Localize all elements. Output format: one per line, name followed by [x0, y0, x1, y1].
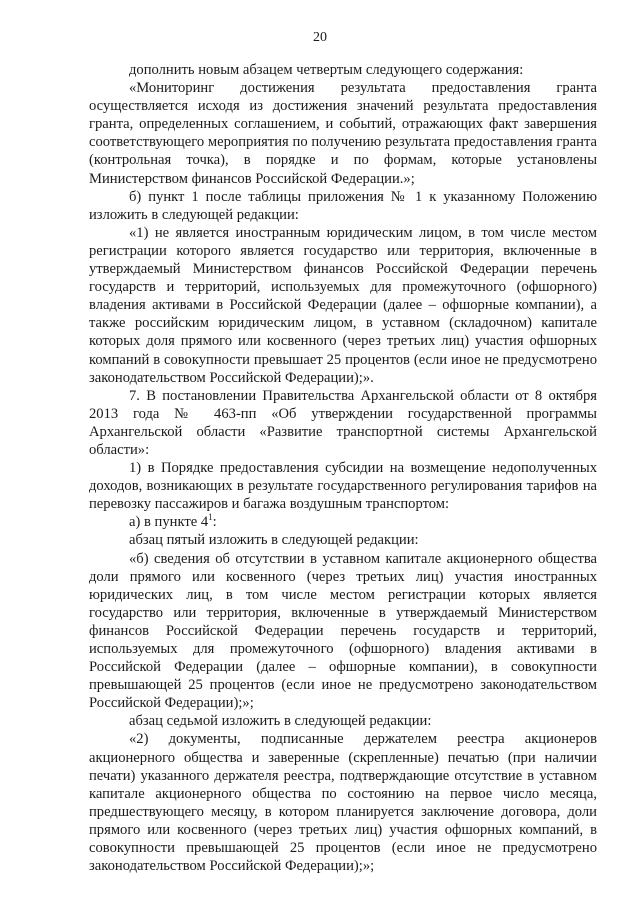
- paragraph: 7. В постановлении Правительства Архангельской области от 8 октября 2013 года № 463-пп «Об утверждении государственной программы Архангельской области «Развитие транспортной системы Архангельской области»:: [89, 387, 597, 458]
- page-number: 20: [313, 30, 327, 45]
- paragraph-text: а) в пункте 4: [129, 514, 209, 531]
- paragraph: «Мониторинг достижения результата предоставления гранта осуществляется исходя из достижения значений результата предоставления гранта, определенных соглашением, и событий, отражающих факт завершения соответствующего мероприятия по получению результата предоставления гранта (контрольная точка), в порядке и по формам, которые установлены Министерством финансов Российской Федерации.»;: [89, 80, 597, 187]
- document-body: [89, 61, 597, 875]
- paragraph: «2) документы, подписанные держателем реестра акционеров акционерного общества и заверенные (скрепленные) печатью (при наличии печати) указанного держателя реестра, подтверждающие отсутствие в уставном капитале акционерного общества по состоянию на первое число месяца, предшествующего месяцу, в котором планируется заключение договора, доли прямого или косвенного (через третьих лиц) участия офшорных компаний, в совокупности превышающей 25 процентов (если иное не предусмотрено законодательством Российской Федерации);»;: [89, 731, 597, 875]
- paragraph: б) пункт 1 после таблицы приложения № 1 к указанному Положению изложить в следующей редакции:: [89, 188, 597, 223]
- paragraph-text: :: [212, 514, 217, 531]
- paragraph: абзац седьмой изложить в следующей редакции:: [129, 713, 432, 730]
- paragraph: «б) сведения об отсутствии в уставном капитале акционерного общества доли прямого или косвенного (через третьих лиц) участия иностранных юридических лиц, в том числе местом регистрации которых является государство или территория, включенные в утверждаемый Министерством финансов Российской Федерации перечень государств и территорий, используемых для промежуточного (офшорного) владения активами в Российской Федерации (далее – офшорные компании), в совокупности превышающей 25 процентов (если иное не предусмотрено законодательством Российской Федерации);»;: [89, 550, 597, 712]
- paragraph: «1) не является иностранным юридическим лицом, в том числе местом регистрации которого является государство или территория, включенные в утверждаемый Министерством финансов Российской Федерации перечень государств и территорий, используемых для промежуточного (офшорного) владения активами в Российской Федерации (далее – офшорные компании), а также российским юридическим лицом, в уставном (складочном) капитале которых доля прямого или косвенного (через третьих лиц) участия офшорных компаний в совокупности превышает 25 процентов (если иное не предусмотрено законодательством Российской Федерации);».: [89, 224, 597, 386]
- paragraph: 1) в Порядке предоставления субсидии на возмещение недополученных доходов, возникающих в результате государственного регулирования тарифов на перевозку пассажиров и багажа воздушным транспортом:: [89, 460, 597, 513]
- superscript: 1: [208, 512, 213, 523]
- paragraph-point-4-1: [89, 513, 597, 531]
- paragraph: абзац пятый изложить в следующей редакции:: [129, 532, 419, 549]
- paragraph: дополнить новым абзацем четвертым следующего содержания:: [129, 62, 524, 78]
